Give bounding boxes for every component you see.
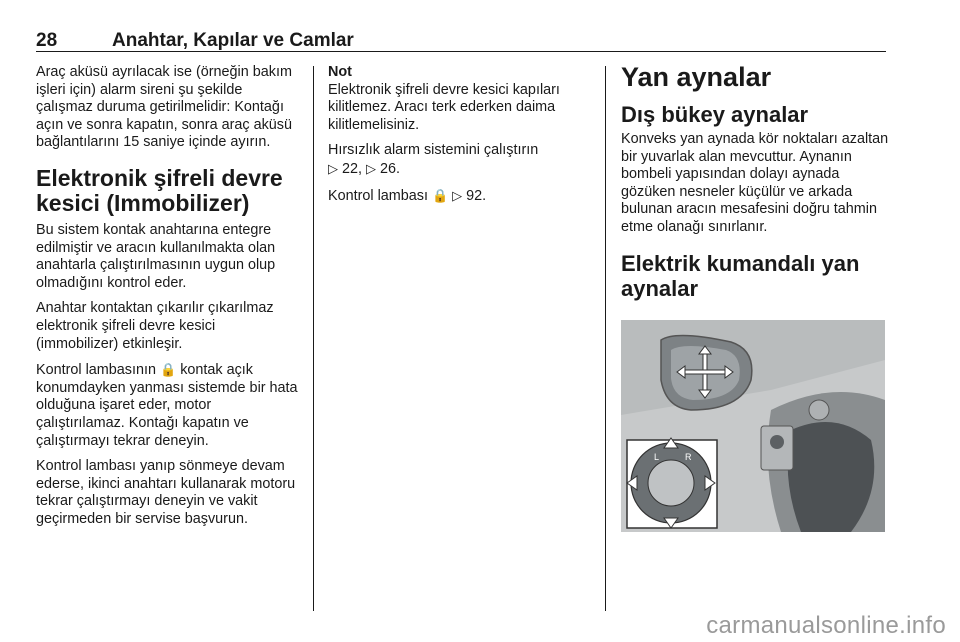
mirror-right-label: R — [685, 452, 692, 462]
car-key-icon: 🔒 — [160, 362, 177, 378]
column-1 — [36, 64, 301, 536]
control-lamp-paragraph — [36, 361, 301, 450]
car-key-icon: 🔒 — [431, 187, 449, 203]
lamp-reference-link[interactable]: 92. — [466, 187, 487, 204]
convex-mirrors-paragraph: Konveks yan aynada kör noktaları azaltan bir yuvarlak alan mevcuttur. Aynanın bombeli yapısından dolayı aynada gözüken nesneler küçülür ve arkada bulunan aracın mesafesini doğru tahmin etme olanağı sınırlanır. — [621, 131, 889, 235]
column-divider-2 — [605, 66, 606, 611]
theft-alarm-paragraph: Hırsızlık alarm sistemini çalıştırın ▷ 22, ▷ 26. — [328, 142, 539, 177]
reference-link-1[interactable]: 22 — [342, 160, 359, 177]
column-divider-1 — [313, 66, 314, 611]
second-key-paragraph: Kontrol lambası yanıp sönmeye devam ederse, ikinci anahtarı kullanarak motoru tekrar çalıştırmayı deneyin ve vakit geçirmeden bir servise başvurun. — [36, 458, 296, 527]
page-number: 28 — [36, 30, 58, 51]
lamp-reference-paragraph — [328, 187, 593, 206]
section-title: Yan aynalar — [621, 62, 772, 92]
reference-link-2[interactable]: 26. — [380, 160, 401, 177]
immobilizer-heading: Elektronik şifreli devre kesici (Immobilizer) — [36, 164, 283, 216]
electric-mirrors-heading: Elektrik kumandalı yan aynalar — [621, 250, 860, 301]
control-lamp-text-b: kontak açık konumdayken yanması sistemde bir hata olduğuna işaret eder, motor çalıştırılamaz. Kontağı kapatın ve çalıştırmayı tekrar deneyin. — [36, 362, 298, 449]
mirror-left-label: L — [654, 452, 660, 462]
note-title: Not — [328, 64, 352, 80]
watermark: carmanualsonline.info — [706, 612, 946, 639]
chapter-title: Anahtar, Kapılar ve Camlar — [112, 30, 354, 51]
header-rule — [36, 51, 886, 52]
mirror-control-figure — [621, 320, 885, 532]
convex-mirrors-heading: Dış bükey aynalar — [621, 102, 809, 127]
note-text: Elektronik şifreli devre kesici kapıları kilitlemez. Aracı terk ederken daima kilitlemelisiniz. — [328, 81, 560, 133]
immobilizer-intro: Bu sistem kontak anahtarına entegre edilmiştir ve aracın kullanılmakta olan anahtarla çalıştırılmasının uygun olup olmadığını kontrol eder. — [36, 221, 276, 291]
reference-arrow-icon: ▷ — [328, 160, 338, 176]
control-lamp-text-a: Kontrol lambasının — [36, 362, 156, 379]
theft-alarm-text: Hırsızlık alarm sistemini çalıştırın — [328, 142, 539, 159]
column-2 — [328, 64, 593, 213]
reference-arrow-icon: ▷ — [452, 187, 463, 203]
battery-paragraph: Araç aküsü ayrılacak ise (örneğin bakım işleri için) alarm sireni şu şekilde çalışmaz duruma getirilmelidir: Kontağı açın ve sonra kapatın, sonra araç aküsü bağlantılarını 15 saniye içinde ayırın. — [36, 64, 292, 151]
mirror-control-illustration — [621, 320, 885, 532]
column-3 — [621, 62, 891, 305]
reference-arrow-icon: ▷ — [366, 160, 377, 176]
lamp-reference-text: Kontrol lambası — [328, 187, 428, 204]
immobilizer-activation: Anahtar kontaktan çıkarılır çıkarılmaz elektronik şifreli devre kesici (immobilizer) etkinleşir. — [36, 300, 274, 352]
